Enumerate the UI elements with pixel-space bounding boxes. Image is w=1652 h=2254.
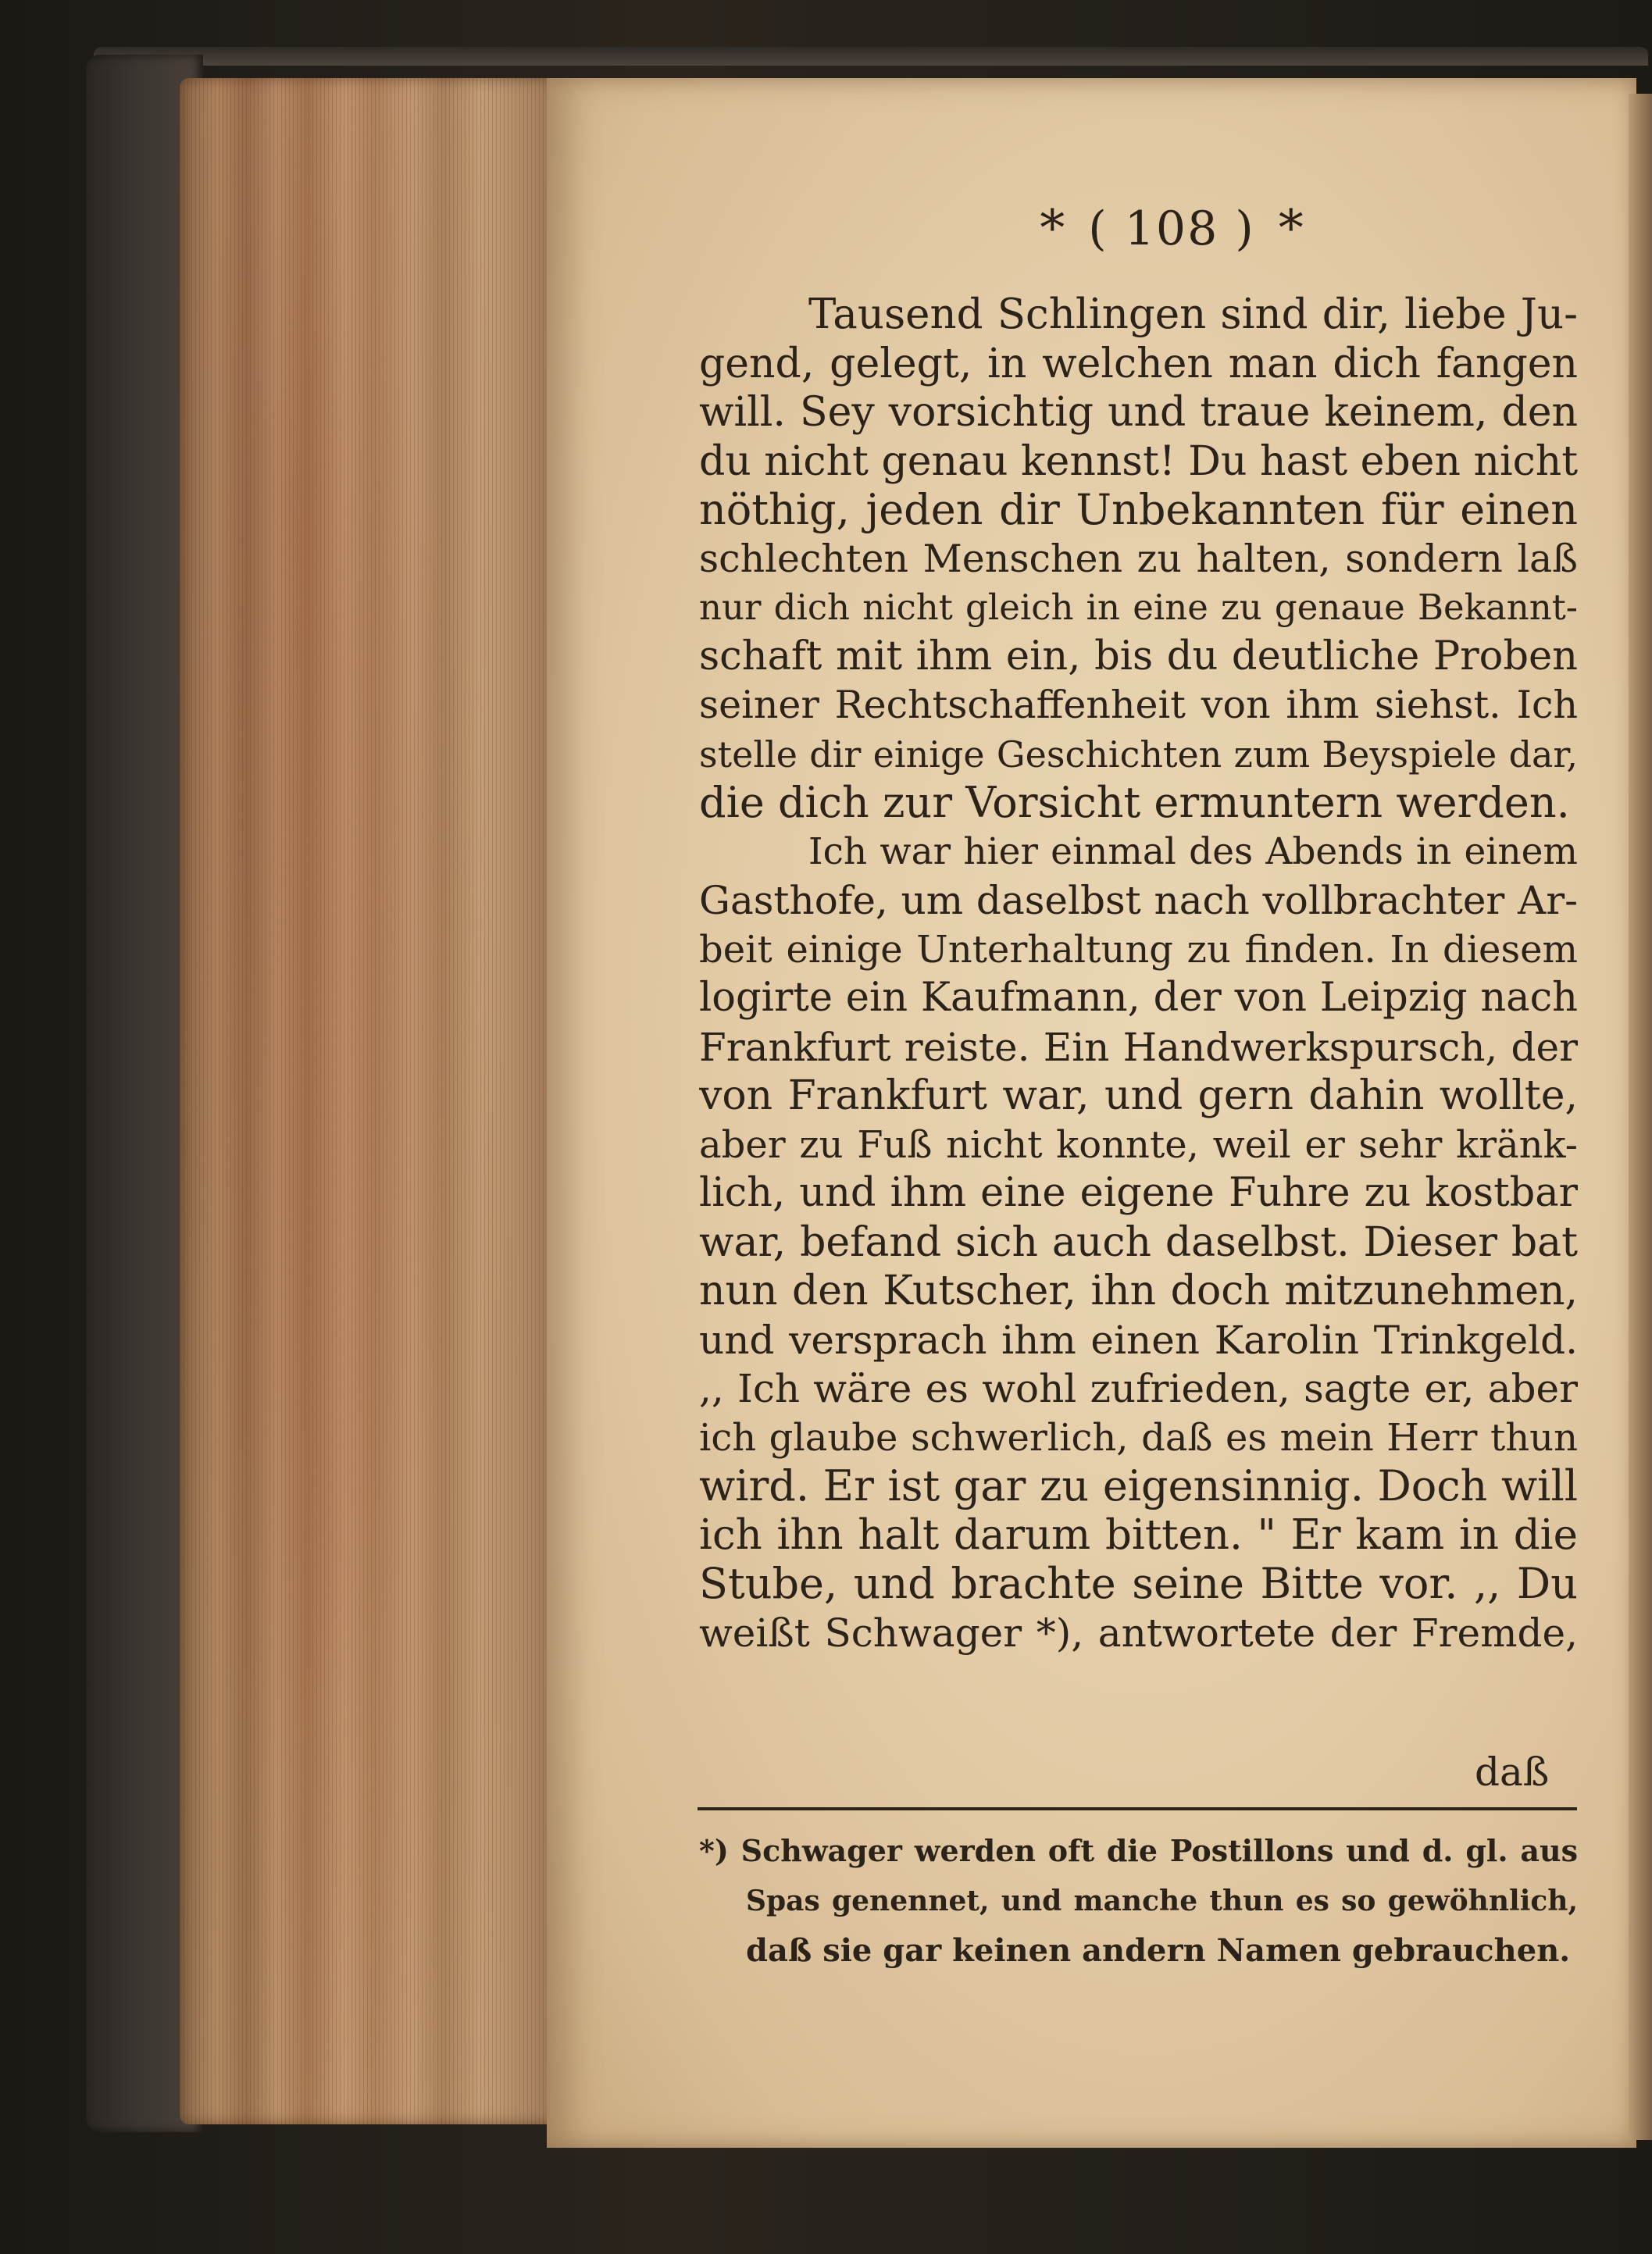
text-line: von Frankfurt war, und gern dahin wollte,: [699, 1072, 1578, 1119]
text-line: Gasthofe, um daselbst nach vollbrachter Ar-: [699, 878, 1578, 923]
page-stack-edges: [180, 78, 555, 2124]
text-line: Tausend Schlingen sind dir, liebe Ju-: [808, 291, 1578, 338]
running-head: [953, 202, 1390, 256]
text-line: wird. Er ist gar zu eigensinnig. Doch will: [699, 1462, 1578, 1510]
text-line: Ich war hier einmal des Abends in einem: [808, 829, 1578, 873]
text-line: war, befand sich auch daselbst. Dieser bat: [699, 1218, 1578, 1266]
text-line: logirte ein Kaufmann, der von Leipzig nach: [699, 975, 1578, 1021]
ornament-right-icon: *: [1278, 200, 1304, 258]
footnote-line: daß sie gar keinen andern Namen gebrauchen.: [746, 1932, 1571, 1969]
text-line: Frankfurt reiste. Ein Handwerkspursch, der: [699, 1024, 1578, 1070]
text-line: Stube, und brachte seine Bitte vor. ,, Du: [699, 1560, 1578, 1608]
text-line: aber zu Fuß nicht konnte, weil er sehr kränk-: [699, 1122, 1578, 1167]
footnote-line: Spas genennet, und manche thun es so gewöhnlich,: [746, 1885, 1578, 1917]
page-number: ( 108 ): [1088, 202, 1255, 256]
text-line: ich ihn halt darum bitten. " Er kam in die: [699, 1510, 1578, 1559]
footnote-line: *) Schwager werden oft die Postillons und d. gl. aus: [699, 1833, 1578, 1868]
text-line: nun den Kutscher, ihn doch mitzunehmen,: [699, 1268, 1578, 1314]
catchword: daß: [1475, 1749, 1550, 1795]
text-line: will. Sey vorsichtig und traue keinem, den: [699, 389, 1578, 436]
text-line: ich glaube schwerlich, daß es mein Herr thun: [699, 1415, 1578, 1460]
text-line: seiner Rechtschaffenheit von ihm siehst. Ich: [699, 683, 1578, 727]
text-line: weißt Schwager *), antwortete der Fremde,: [699, 1610, 1578, 1656]
text-line: schaft mit ihm ein, bis du deutliche Proben: [699, 633, 1578, 679]
text-line: du nicht genau kennst! Du hast eben nicht: [699, 437, 1578, 485]
text-line: die dich zur Vorsicht ermuntern werden.: [699, 779, 1570, 827]
text-line: schlechten Menschen zu halten, sondern laß: [699, 536, 1578, 581]
text-line: nöthig, jeden dir Unbekannten für einen: [699, 486, 1578, 534]
text-line: lich, und ihm eine eigene Fuhre zu kostbar: [699, 1170, 1578, 1216]
book-cover-top-edge: [94, 47, 1648, 66]
text-line: beit einige Unterhaltung zu finden. In diesem: [699, 927, 1578, 972]
text-line: gend, gelegt, in welchen man dich fangen: [699, 340, 1578, 387]
body-text: [699, 291, 1578, 1657]
page-right-edge: [1629, 94, 1652, 2140]
ornament-left-icon: *: [1040, 200, 1065, 258]
footnote: [699, 1826, 1578, 1976]
text-line: stelle dir einige Geschichten zum Beyspiele dar,: [699, 733, 1578, 776]
text-line: nur dich nicht gleich in eine zu genaue Bekannt-: [699, 587, 1578, 628]
text-line: und versprach ihm einen Karolin Trinkgeld.: [699, 1317, 1578, 1363]
text-line: ,, Ich wäre es wohl zufrieden, sagte er, aber: [699, 1366, 1578, 1411]
footnote-rule: [698, 1807, 1577, 1810]
